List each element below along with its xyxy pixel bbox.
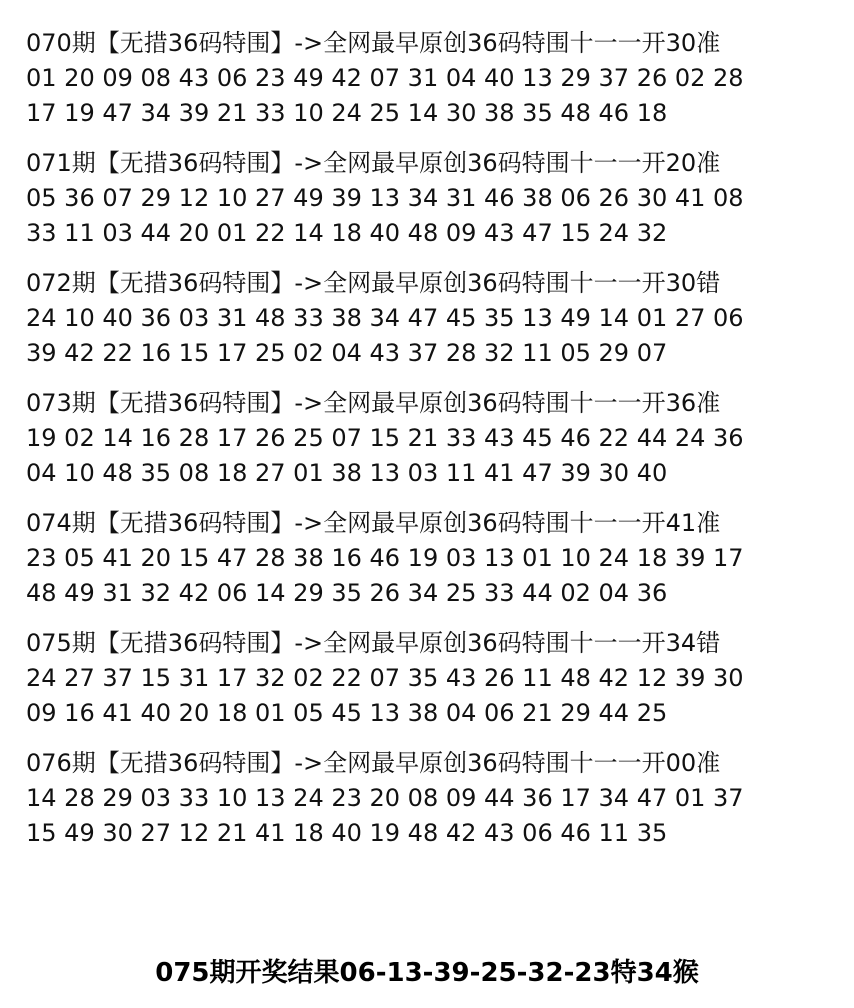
number-row: 04 10 48 35 08 18 27 01 38 13 03 11 41 47 39 30 40 — [26, 459, 668, 487]
number-row: 24 10 40 36 03 31 48 33 38 34 47 45 35 13 49 14 01 27 06 — [26, 304, 744, 332]
period-header: 073期【无措36码特围】->全网最早原创36码特围十一一开36准 — [26, 389, 721, 417]
period-block-071 — [26, 146, 836, 251]
number-row: 05 36 07 29 12 10 27 49 39 13 34 31 46 38 06 26 30 41 08 — [26, 184, 744, 212]
number-row: 14 28 29 03 33 10 13 24 23 20 08 09 44 36 17 34 47 01 37 — [26, 784, 744, 812]
prediction-list — [26, 26, 836, 866]
period-block-072 — [26, 266, 836, 371]
number-row: 09 16 41 40 20 18 01 05 45 13 38 04 06 21 29 44 25 — [26, 699, 668, 727]
number-row: 33 11 03 44 20 01 22 14 18 40 48 09 43 47 15 24 32 — [26, 219, 668, 247]
period-block-074 — [26, 506, 836, 611]
number-row: 24 27 37 15 31 17 32 02 22 07 35 43 26 11 48 42 12 39 30 — [26, 664, 744, 692]
number-row: 15 49 30 27 12 21 41 18 40 19 48 42 43 06 46 11 35 — [26, 819, 668, 847]
period-header: 074期【无措36码特围】->全网最早原创36码特围十一一开41准 — [26, 509, 721, 537]
period-header: 072期【无措36码特围】->全网最早原创36码特围十一一开30错 — [26, 269, 721, 297]
number-row: 19 02 14 16 28 17 26 25 07 15 21 33 43 45 46 22 44 24 36 — [26, 424, 744, 452]
period-header: 076期【无措36码特围】->全网最早原创36码特围十一一开00准 — [26, 749, 721, 777]
period-block-070 — [26, 26, 836, 131]
period-header: 075期【无措36码特围】->全网最早原创36码特围十一一开34错 — [26, 629, 721, 657]
number-row: 23 05 41 20 15 47 28 38 16 46 19 03 13 01 10 24 18 39 17 — [26, 544, 744, 572]
draw-result-footer: 075期开奖结果06-13-39-25-32-23特34猴 — [155, 958, 699, 988]
period-header: 070期【无措36码特围】->全网最早原创36码特围十一一开30准 — [26, 29, 721, 57]
number-row: 48 49 31 32 42 06 14 29 35 26 34 25 33 44 02 04 36 — [26, 579, 668, 607]
period-block-075 — [26, 626, 836, 731]
period-block-076 — [26, 746, 836, 851]
period-header: 071期【无措36码特围】->全网最早原创36码特围十一一开20准 — [26, 149, 721, 177]
number-row: 01 20 09 08 43 06 23 49 42 07 31 04 40 13 29 37 26 02 28 — [26, 64, 744, 92]
number-row: 39 42 22 16 15 17 25 02 04 43 37 28 32 11 05 29 07 — [26, 339, 668, 367]
period-block-073 — [26, 386, 836, 491]
number-row: 17 19 47 34 39 21 33 10 24 25 14 30 38 35 48 46 18 — [26, 99, 668, 127]
